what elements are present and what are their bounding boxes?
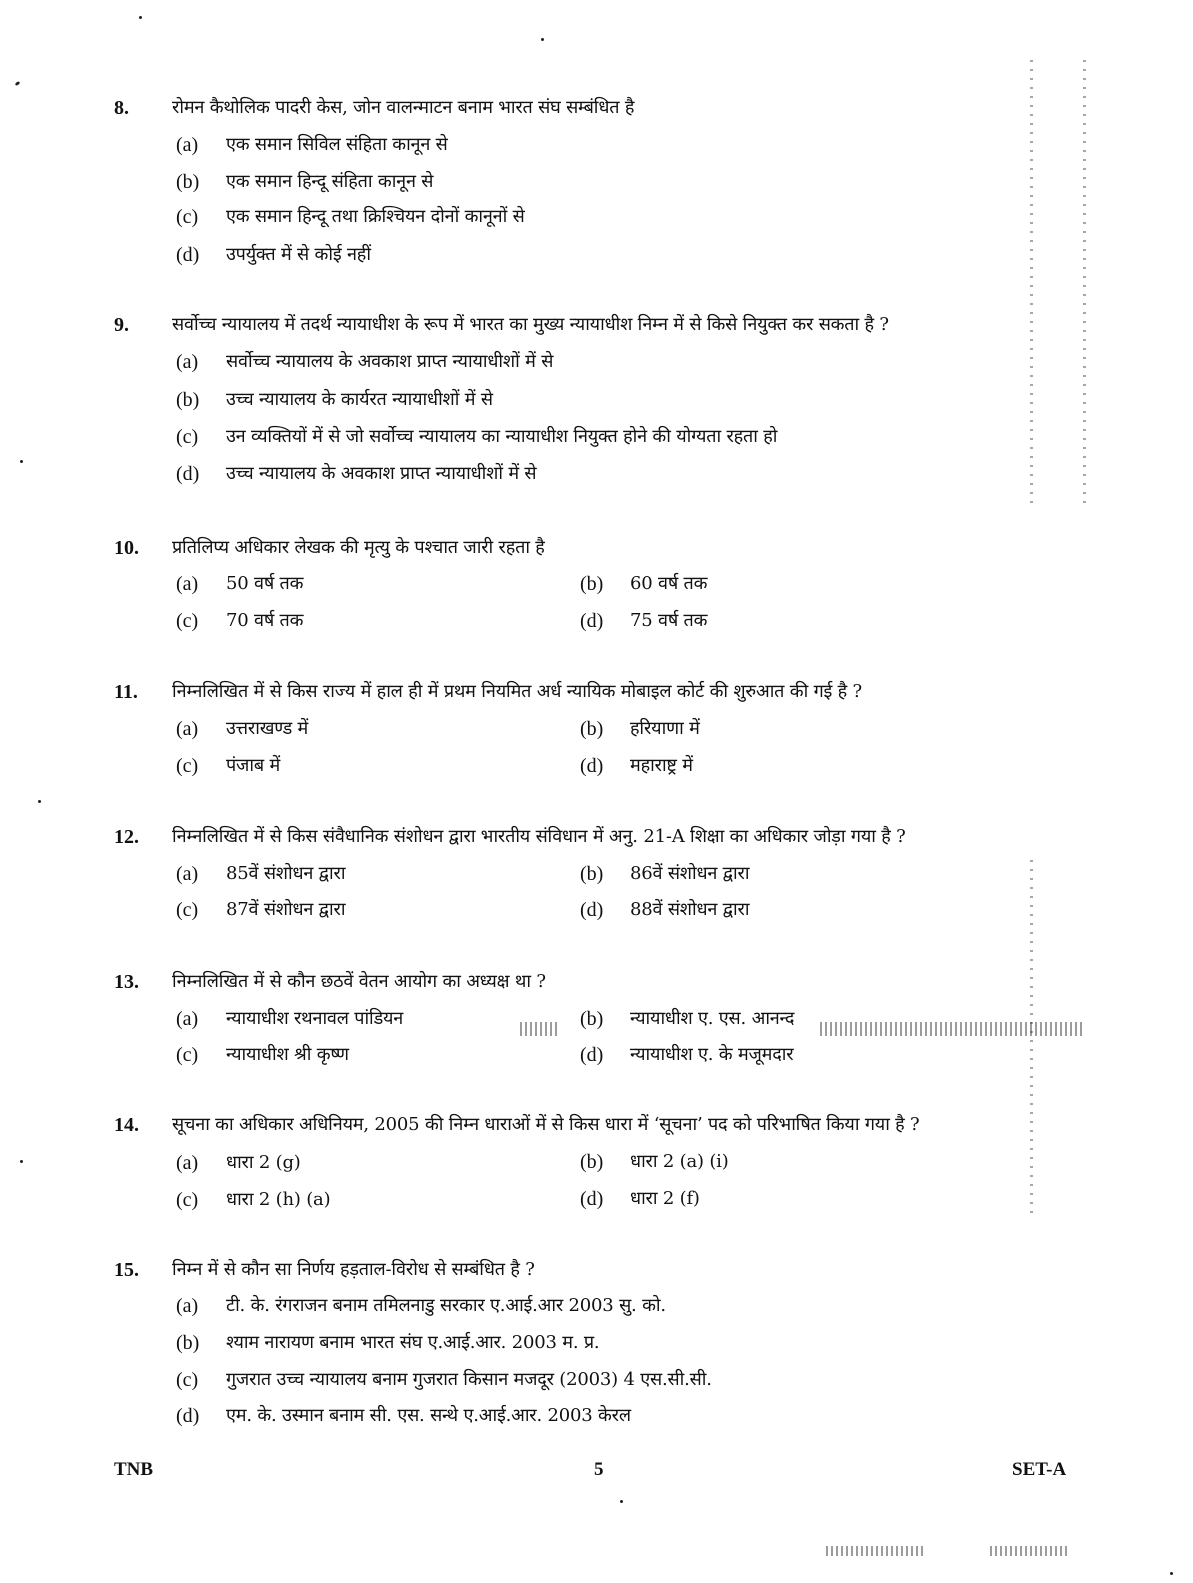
scan-smudge: [826, 1546, 926, 1556]
option-text: 50 वर्ष तक: [226, 573, 304, 594]
option-marker: (b): [176, 389, 200, 411]
question-text: निम्नलिखित में से किस राज्य में हाल ही में प्रथम नियमित अर्ध न्यायिक मोबाइल कोर्ट की शुरुआत की गई है ?: [172, 681, 862, 702]
set-label: SET-A: [1012, 1459, 1067, 1480]
option-marker: (d): [580, 610, 604, 632]
option-marker: (a): [176, 863, 199, 885]
scan-speck: [20, 1160, 23, 1163]
option-marker: (c): [176, 206, 199, 228]
option-text: न्यायाधीश ए. के मजूमदार: [630, 1044, 794, 1065]
option-marker: (b): [580, 1151, 604, 1173]
option-marker: (a): [176, 573, 199, 595]
option-marker: (d): [580, 755, 604, 777]
question-text: सूचना का अधिकार अधिनियम, 2005 की निम्न धाराओं में से किस धारा में ‘सूचना’ पद को परिभाषित किया गया है ?: [172, 1114, 920, 1135]
option-marker: (b): [176, 171, 200, 193]
option-text: 75 वर्ष तक: [630, 610, 708, 631]
scan-edge-noise: [1030, 860, 1033, 1220]
option-marker: (d): [176, 1405, 200, 1427]
question-text: निम्न में से कौन सा निर्णय हड़ताल-विरोध से सम्बंधित है ?: [172, 1259, 535, 1280]
option-text: उपर्युक्त में से कोई नहीं: [226, 244, 371, 265]
option-marker: (c): [176, 899, 199, 921]
option-text: न्यायाधीश ए. एस. आनन्द: [630, 1008, 795, 1029]
option-marker: (c): [176, 1044, 199, 1066]
question-text: सर्वोच्च न्यायालय में तदर्थ न्यायाधीश के रूप में भारत का मुख्य न्यायाधीश निम्न में से किसे नियुक्त कर सकता है ?: [172, 314, 889, 335]
option-text: 60 वर्ष तक: [630, 573, 708, 594]
option-marker: (c): [176, 1369, 199, 1391]
option-marker: (d): [176, 244, 200, 266]
question-number: 14.: [114, 1114, 139, 1136]
scan-edge-noise: [1030, 60, 1033, 510]
scan-smudge: [990, 1546, 1070, 1556]
option-marker: (d): [176, 463, 200, 485]
option-text: 86वें संशोधन द्वारा: [630, 863, 750, 884]
option-marker: (d): [580, 899, 604, 921]
option-text: एक समान हिन्दू संहिता कानून से: [226, 171, 434, 192]
scan-smudge: [520, 1022, 560, 1036]
option-text: हरियाणा में: [630, 718, 700, 739]
option-text: धारा 2 (h) (a): [226, 1189, 331, 1210]
option-marker: (b): [580, 718, 604, 740]
scan-speck: [620, 1500, 623, 1503]
question-number: 12.: [114, 826, 139, 848]
question-text: प्रतिलिप्य अधिकार लेखक की मृत्यु के पश्चात जारी रहता है: [172, 537, 545, 558]
scan-speck: [38, 800, 41, 803]
option-text: एम. के. उस्मान बनाम सी. एस. सन्थे ए.आई.आर. 2003 केरल: [226, 1405, 631, 1426]
option-marker: (c): [176, 1189, 199, 1211]
scan-speck: [139, 16, 142, 19]
option-marker: (c): [176, 426, 199, 448]
option-text: उच्च न्यायालय के कार्यरत न्यायाधीशों में से: [226, 389, 493, 410]
option-marker: (a): [176, 1152, 199, 1174]
question-number: 10.: [114, 537, 139, 559]
option-marker: (d): [580, 1044, 604, 1066]
option-marker: (b): [580, 1008, 604, 1030]
option-text: उन व्यक्तियों में से जो सर्वोच्च न्यायालय का न्यायाधीश नियुक्त होने की योग्यता रहता हो: [226, 426, 778, 447]
scan-speck: [20, 460, 23, 463]
question-text: रोमन कैथोलिक पादरी केस, जोन वालन्माटन बनाम भारत संघ सम्बंधित है: [172, 97, 635, 118]
scan-edge-noise: [1083, 60, 1086, 510]
footer-code: TNB: [114, 1459, 154, 1480]
question-number: 15.: [114, 1259, 139, 1281]
option-text: 88वें संशोधन द्वारा: [630, 899, 750, 920]
option-marker: (b): [580, 573, 604, 595]
option-text: एक समान सिविल संहिता कानून से: [226, 134, 448, 155]
question-text: निम्नलिखित में से कौन छठवें वेतन आयोग का अध्यक्ष था ?: [172, 971, 546, 992]
option-text: उच्च न्यायालय के अवकाश प्राप्त न्यायाधीशों में से: [226, 463, 537, 484]
option-marker: (d): [580, 1188, 604, 1210]
option-marker: (c): [176, 755, 199, 777]
question-text: निम्नलिखित में से किस संवैधानिक संशोधन द्वारा भारतीय संविधान में अनु. 21-A शिक्षा का अधिकार जोड़ा गया है ?: [172, 826, 906, 847]
option-marker: (a): [176, 718, 199, 740]
option-text: 85वें संशोधन द्वारा: [226, 863, 346, 884]
option-text: महाराष्ट्र में: [630, 755, 693, 776]
option-marker: (b): [176, 1332, 200, 1354]
option-text: टी. के. रंगराजन बनाम तमिलनाडु सरकार ए.आई.आर 2003 सु. को.: [226, 1295, 666, 1316]
option-text: धारा 2 (g): [226, 1152, 301, 1173]
option-text: 70 वर्ष तक: [226, 610, 304, 631]
scan-speck: [1170, 1572, 1173, 1575]
scan-smudge: [820, 1022, 1085, 1036]
option-text: सर्वोच्च न्यायालय के अवकाश प्राप्त न्यायाधीशों में से: [226, 351, 554, 372]
option-marker: (a): [176, 351, 199, 373]
option-marker: (a): [176, 134, 199, 156]
page-number: 5: [594, 1459, 604, 1480]
scan-speck: [541, 38, 544, 41]
question-number: 8.: [114, 97, 129, 119]
question-number: 9.: [114, 314, 129, 336]
option-text: धारा 2 (f): [630, 1188, 700, 1209]
scan-speck: [15, 81, 21, 86]
option-marker: (b): [580, 863, 604, 885]
option-marker: (a): [176, 1295, 199, 1317]
option-text: पंजाब में: [226, 755, 281, 776]
option-text: एक समान हिन्दू तथा क्रिश्चियन दोनों कानूनों से: [226, 206, 525, 227]
option-text: न्यायाधीश श्री कृष्ण: [226, 1044, 349, 1065]
option-text: 87वें संशोधन द्वारा: [226, 899, 346, 920]
option-marker: (c): [176, 610, 199, 632]
option-text: धारा 2 (a) (i): [630, 1151, 729, 1172]
option-text: गुजरात उच्च न्यायालय बनाम गुजरात किसान मजदूर (2003) 4 एस.सी.सी.: [226, 1369, 712, 1390]
option-marker: (a): [176, 1008, 199, 1030]
option-text: न्यायाधीश रथनावल पांडियन: [226, 1008, 404, 1029]
option-text: श्याम नारायण बनाम भारत संघ ए.आई.आर. 2003 म. प्र.: [226, 1332, 600, 1353]
question-number: 13.: [114, 971, 139, 993]
question-number: 11.: [114, 681, 138, 703]
option-text: उत्तराखण्ड में: [226, 718, 309, 739]
